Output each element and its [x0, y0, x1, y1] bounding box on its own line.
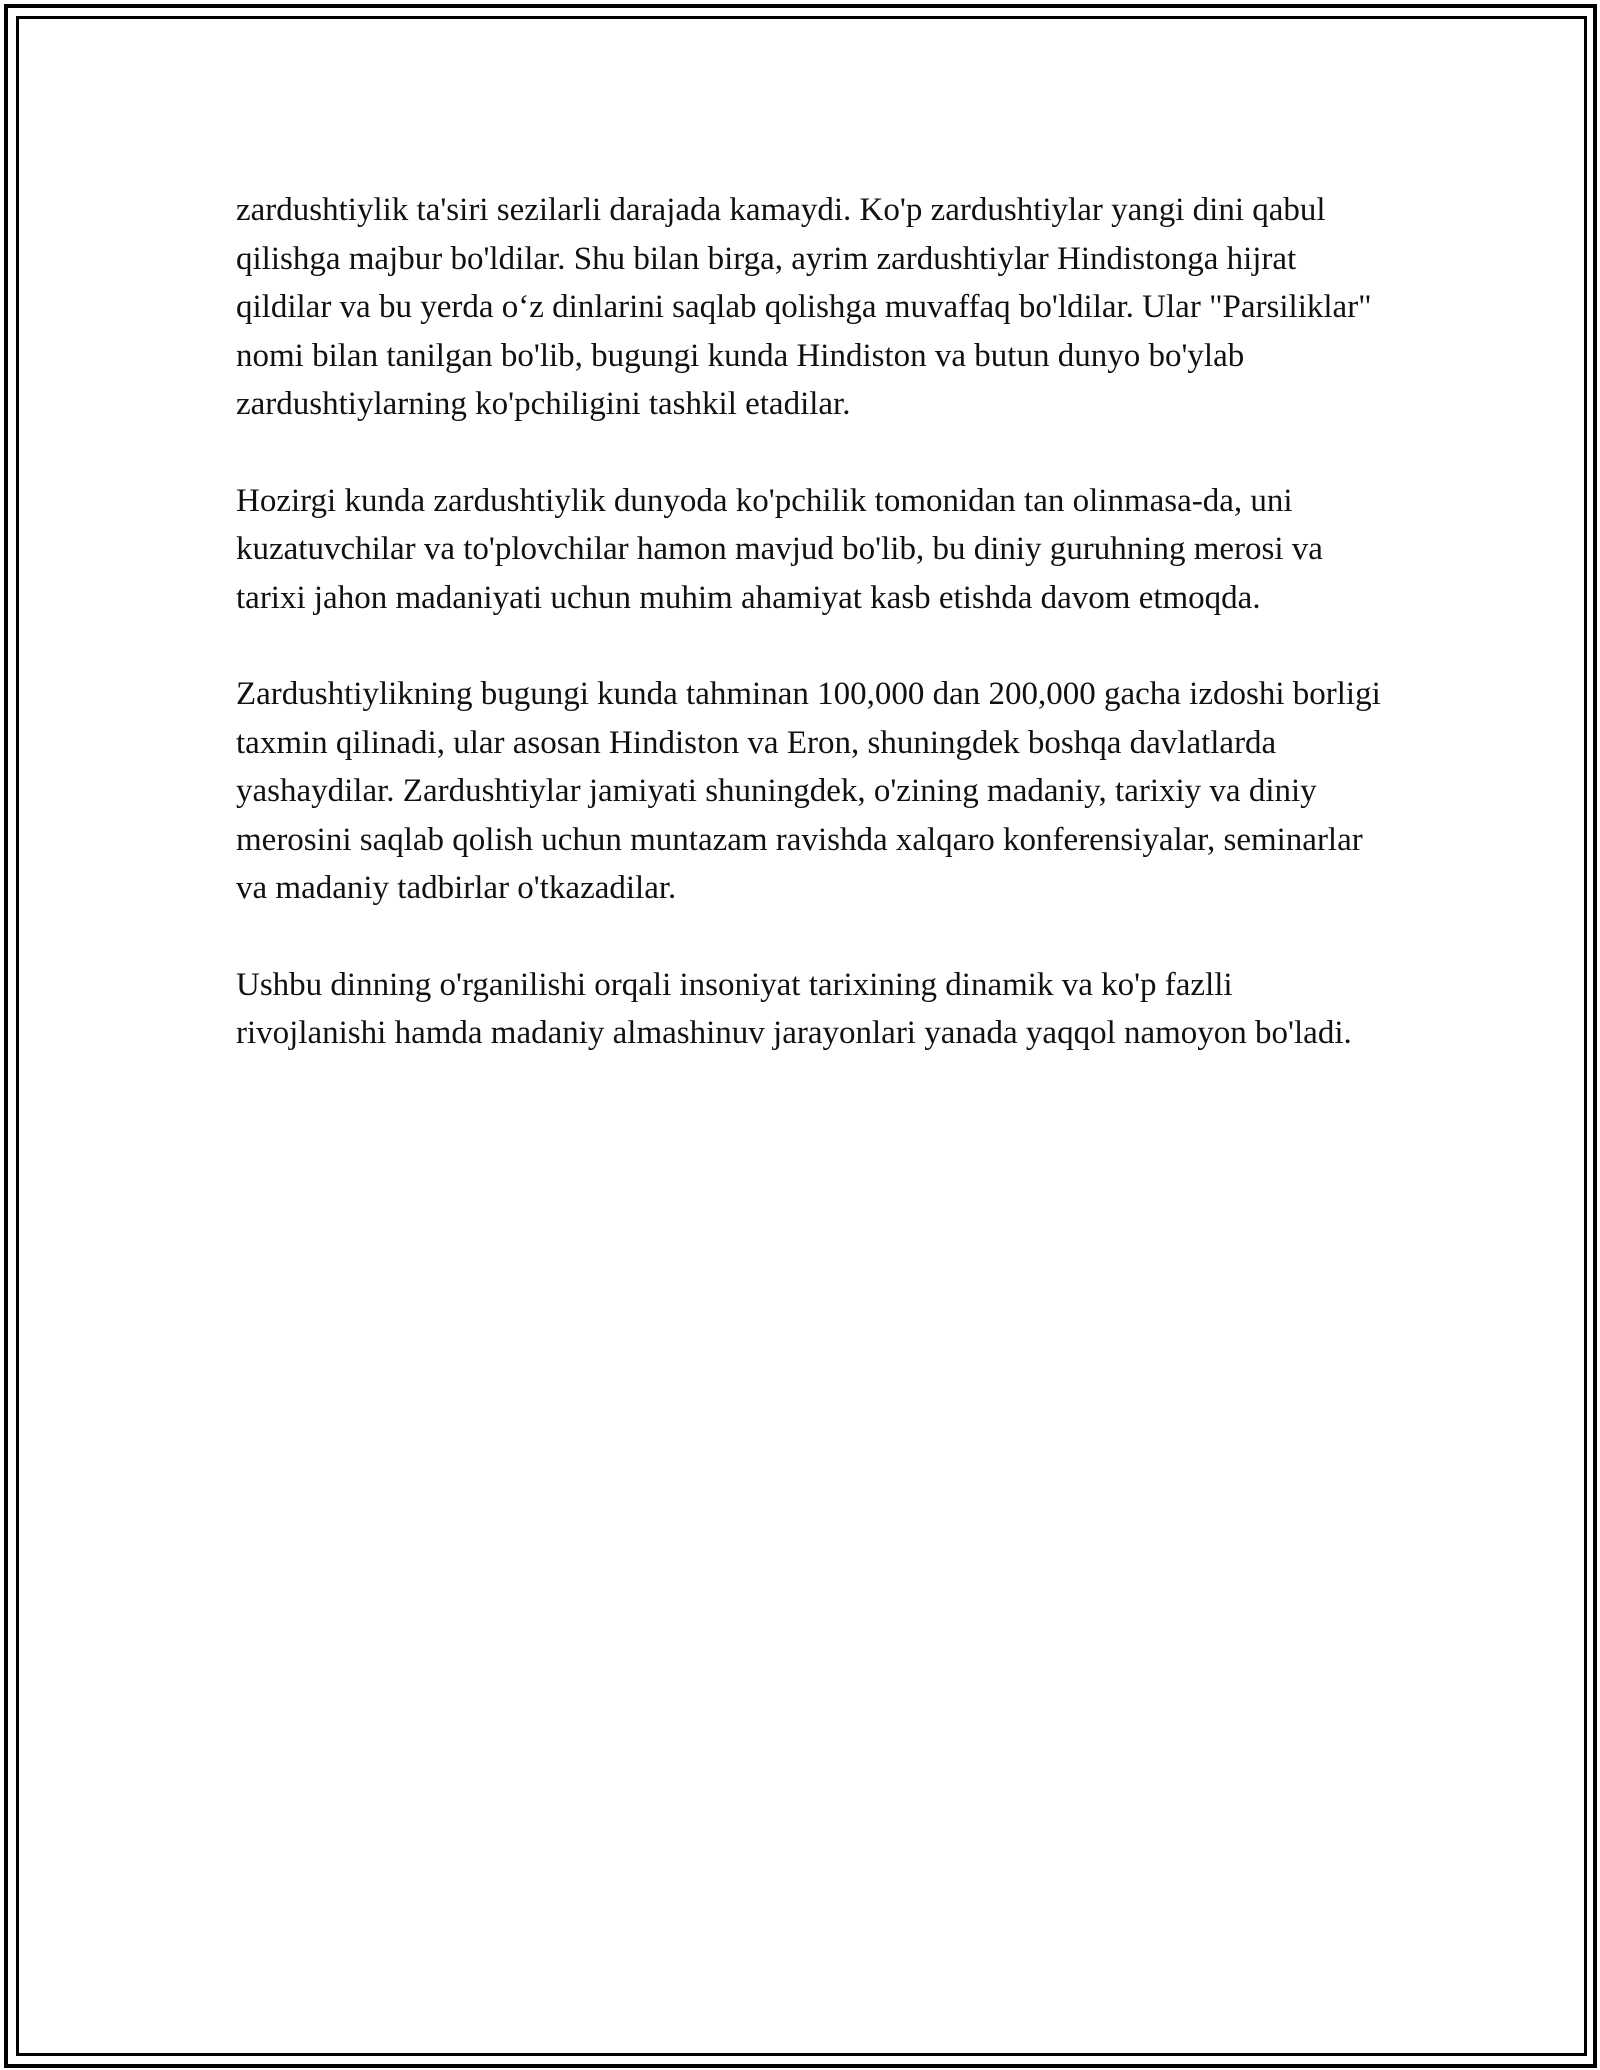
- paragraph-1: zardushtiylik ta'siri sezilarli darajada kamaydi. Ko'p zardushtiylar yangi dini qabul qilishga majbur bo'ldilar. Shu bilan birga, ayrim zardushtiylar Hindistonga hijrat qildilar va bu yerda o‘z dinlarini saqlab qolishga muvaffaq bo'ldilar. Ular "Parsiliklar" nomi bilan tanilgan bo'lib, bugungi kunda Hindiston va butun dunyo bo'ylab zardushtiylarning ko'pchiligini tashkil etadilar.: [236, 192, 1372, 422]
- paragraph-2: Hozirgi kunda zardushtiylik dunyoda ko'pchilik tomonidan tan olinmasa-da, uni kuzatuvchilar va to'plovchilar hamon mavjud bo'lib, bu diniy guruhning merosi va tarixi jahon madaniyati uchun muhim ahamiyat kasb etishda davom etmoqda.: [236, 482, 1323, 616]
- paragraph-3: Zardushtiylikning bugungi kunda tahminan 100,000 dan 200,000 gacha izdoshi borligi taxmin qilinadi, ular asosan Hindiston va Eron, shuningdek boshqa davlatlarda yashaydilar. Zardushtiylar jamiyati shuningdek, o'zining madaniy, tarixiy va diniy merosini saqlab qolish uchun muntazam ravishda xalqaro konferensiyalar, seminarlar va madaniy tadbirlar o'tkazadilar.: [236, 676, 1381, 906]
- document-body: [236, 186, 1386, 1106]
- paragraph-4: Ushbu dinning o'rganilishi orqali insoniyat tarixining dinamik va ko'p fazlli rivojlanishi hamda madaniy almashinuv jarayonlari yanada yaqqol namoyon bo'ladi.: [236, 966, 1352, 1051]
